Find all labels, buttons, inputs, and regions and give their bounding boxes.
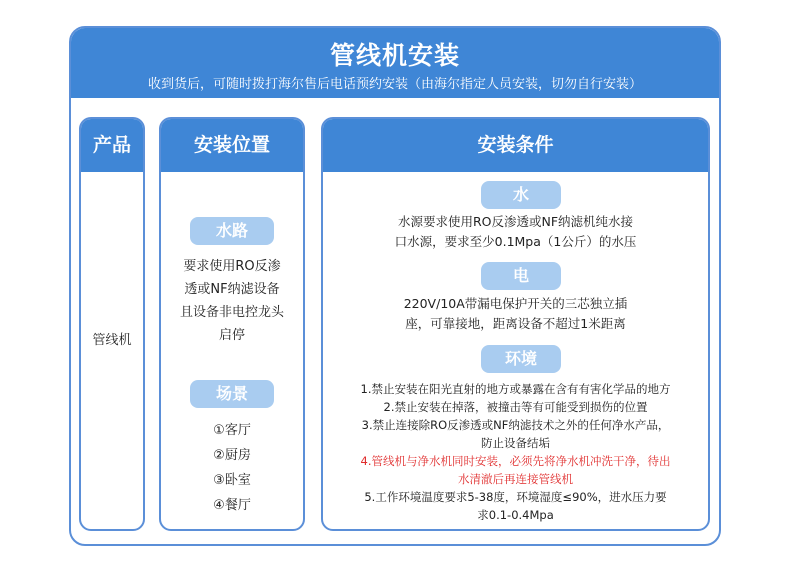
scene-pill: 场景 [190,380,274,408]
environment-line: 求0.1-0.4Mpa [477,508,554,522]
environment-line: 防止设备结垢 [481,436,550,450]
electric-condition-text [323,294,708,334]
page-title: 管线机安装 [329,41,460,70]
location-column [159,117,305,531]
water-route-text [161,255,303,347]
electric-condition-line: 220V/10A带漏电保护开关的三芯独立插 [403,296,628,311]
product-heading: 产品 [81,119,143,172]
water-route-pill: 水路 [190,217,274,245]
scene-item: ④餐厅 [213,498,251,513]
water-route-line: 透或NF纳滤设备 [184,282,280,297]
environment-line: 2.禁止安装在掉落，被撞击等有可能受到损伤的位置 [383,400,648,414]
water-condition-text [323,212,708,252]
conditions-column [321,117,710,531]
water-route-line: 启停 [218,328,245,343]
environment-pill: 环境 [481,345,561,373]
electric-condition-pill: 电 [481,262,561,290]
environment-line: 3.禁止连接除RO反渗透或NF纳滤技术之外的任何净水产品， [361,418,670,432]
page-subtitle: 收到货后，可随时拨打海尔售后电话预约安装（由海尔指定人员安装，切勿自行安装） [147,77,642,92]
header-banner [71,28,719,98]
product-value: 管线机 [92,333,132,348]
water-route-line: 且设备非电控龙头 [179,305,284,320]
environment-warning-line: 4.管线机与净水机同时安装，必须先将净水机冲洗干净，待出 [360,454,671,468]
location-heading: 安装位置 [161,119,303,172]
conditions-heading: 安装条件 [323,119,708,172]
scene-item: ③卧室 [213,473,251,488]
scene-item: ②厨房 [213,448,251,463]
water-condition-line: 口水源，要求至少0.1Mpa（1公斤）的水压 [394,234,637,249]
water-condition-line: 水源要求使用RO反渗透或NF纳滤机纯水接 [397,214,634,229]
environment-warning-line: 水清澈后再连接管线机 [458,472,573,486]
product-column [79,117,145,531]
scene-item: ①客厅 [213,423,251,438]
water-route-line: 要求使用RO反渗 [183,259,281,274]
water-condition-pill: 水 [481,181,561,209]
environment-line: 1.禁止安装在阳光直射的地方或暴露在含有有害化学品的地方 [360,382,671,396]
environment-line: 5.工作环境温度要求5-38度，环境湿度≤90%，进水压力要 [364,490,667,504]
electric-condition-line: 座，可靠接地，距离设备不超过1米距离 [405,316,626,331]
